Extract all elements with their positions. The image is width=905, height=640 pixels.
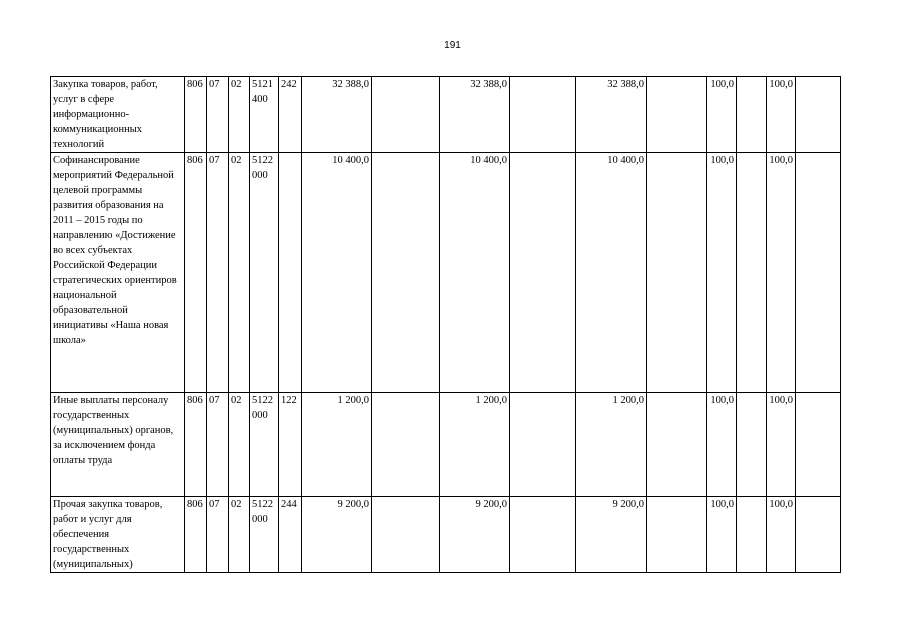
ved-code: 806: [185, 497, 207, 573]
budget-table: [50, 76, 841, 573]
executed-amount: 9 200,0: [576, 497, 647, 573]
refined-amount: 10 400,0: [440, 153, 510, 393]
empty-cell: [510, 393, 576, 497]
empty-cell: [796, 153, 841, 393]
ved-code: 806: [185, 393, 207, 497]
empty-cell: [796, 393, 841, 497]
pr-code: 02: [229, 77, 250, 153]
vr-code: [279, 153, 302, 393]
row-name: Софинансирование мероприятий Федеральной целевой программы развития образования на 2011 – 2015 годы по направлению «Достижение во всех субъектах Российской Федерации стратегических ориентиров национальной образовательной инициативы «Наша новая школа»: [51, 153, 185, 393]
table-row: [51, 393, 841, 497]
percent-2: 100,0: [767, 393, 796, 497]
percent-1: 100,0: [707, 153, 737, 393]
rz-code: 07: [207, 77, 229, 153]
rz-code: 07: [207, 497, 229, 573]
approved-amount: 32 388,0: [302, 77, 372, 153]
refined-amount: 32 388,0: [440, 77, 510, 153]
pr-code: 02: [229, 393, 250, 497]
empty-cell: [796, 77, 841, 153]
executed-amount: 32 388,0: [576, 77, 647, 153]
empty-cell: [372, 153, 440, 393]
empty-cell: [737, 497, 767, 573]
ved-code: 806: [185, 153, 207, 393]
percent-2: 100,0: [767, 77, 796, 153]
table-row: [51, 153, 841, 393]
pr-code: 02: [229, 497, 250, 573]
vr-code: 242: [279, 77, 302, 153]
percent-2: 100,0: [767, 153, 796, 393]
vr-code: 244: [279, 497, 302, 573]
approved-amount: 10 400,0: [302, 153, 372, 393]
empty-cell: [372, 77, 440, 153]
percent-1: 100,0: [707, 393, 737, 497]
pr-code: 02: [229, 153, 250, 393]
table-row: [51, 77, 841, 153]
csr-code: 5121 400: [250, 77, 279, 153]
row-name: Прочая закупка товаров, работ и услуг для обеспечения государственных (муниципальных): [51, 497, 185, 573]
csr-code: 5122 000: [250, 497, 279, 573]
empty-cell: [647, 77, 707, 153]
empty-cell: [796, 497, 841, 573]
percent-1: 100,0: [707, 497, 737, 573]
percent-1: 100,0: [707, 77, 737, 153]
row-name: Иные выплаты персоналу государственных (муниципальных) органов, за исключением фонда оплаты труда: [51, 393, 185, 497]
rz-code: 07: [207, 393, 229, 497]
empty-cell: [647, 393, 707, 497]
empty-cell: [510, 77, 576, 153]
empty-cell: [372, 497, 440, 573]
rz-code: 07: [207, 153, 229, 393]
approved-amount: 1 200,0: [302, 393, 372, 497]
empty-cell: [647, 497, 707, 573]
table-row: [51, 497, 841, 573]
empty-cell: [737, 393, 767, 497]
csr-code: 5122 000: [250, 153, 279, 393]
empty-cell: [372, 393, 440, 497]
empty-cell: [510, 497, 576, 573]
percent-2: 100,0: [767, 497, 796, 573]
approved-amount: 9 200,0: [302, 497, 372, 573]
executed-amount: 10 400,0: [576, 153, 647, 393]
csr-code: 5122 000: [250, 393, 279, 497]
ved-code: 806: [185, 77, 207, 153]
empty-cell: [737, 153, 767, 393]
refined-amount: 9 200,0: [440, 497, 510, 573]
empty-cell: [737, 77, 767, 153]
row-name: Закупка товаров, работ, услуг в сфере информационно-коммуникационных технологий: [51, 77, 185, 153]
empty-cell: [647, 153, 707, 393]
refined-amount: 1 200,0: [440, 393, 510, 497]
empty-cell: [510, 153, 576, 393]
vr-code: 122: [279, 393, 302, 497]
page-number: 191: [444, 40, 461, 51]
executed-amount: 1 200,0: [576, 393, 647, 497]
